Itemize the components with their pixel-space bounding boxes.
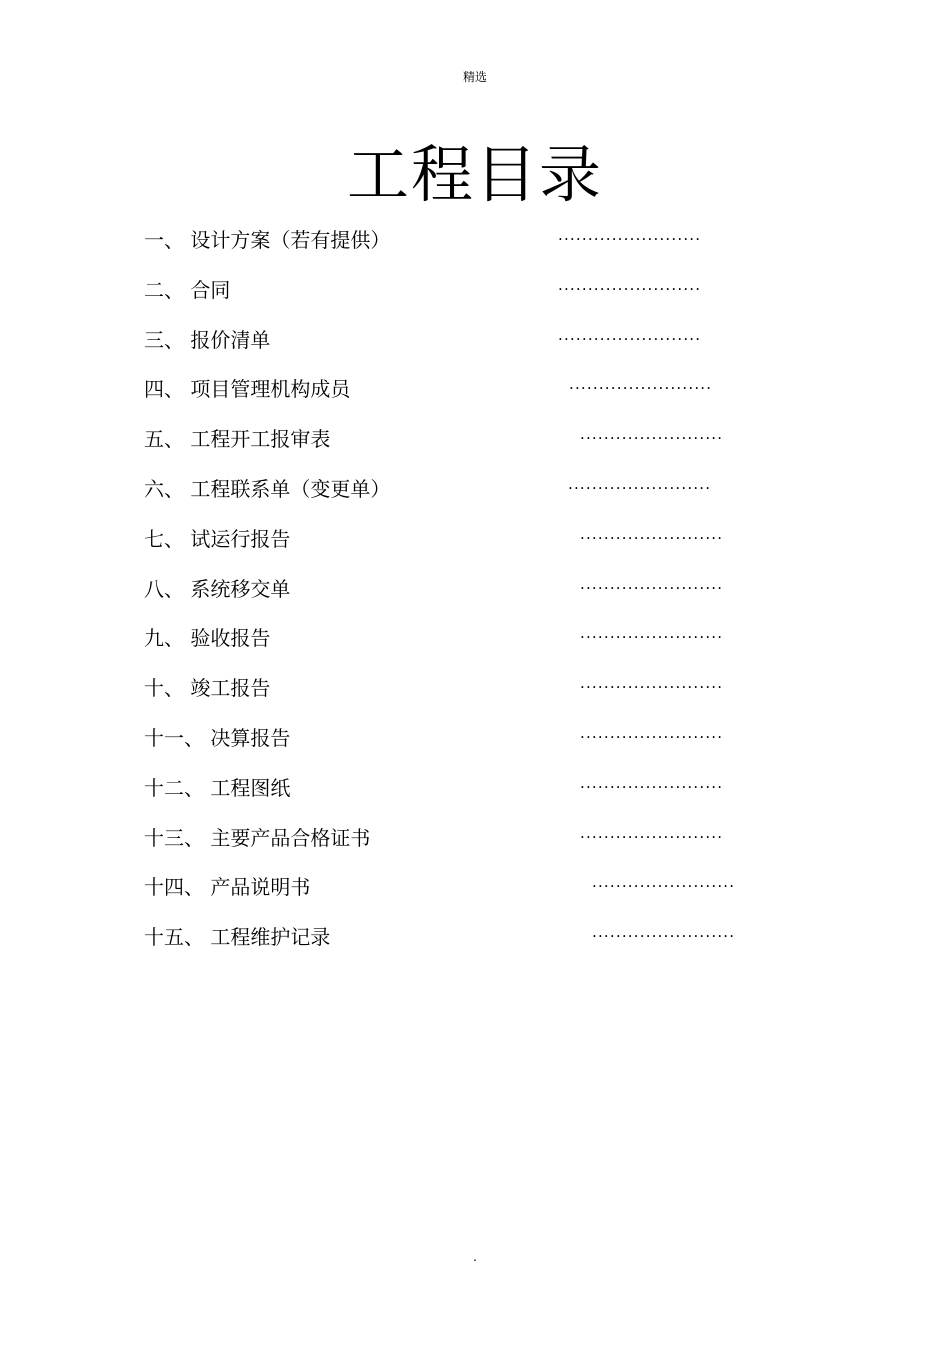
- toc-leader-dots: ........................: [580, 674, 724, 693]
- toc-leader-dots: ........................: [580, 773, 724, 792]
- toc-item: [144, 373, 844, 423]
- toc-item: [144, 722, 844, 772]
- toc-leader-dots: ........................: [558, 325, 702, 344]
- toc-item-label: 二、 合同: [144, 277, 231, 302]
- toc-item-label: 十一、 决算报告: [144, 725, 291, 750]
- toc-item: [144, 523, 844, 573]
- toc-leader-dots: ........................: [568, 474, 712, 493]
- toc-item-label: 十五、 工程维护记录: [144, 925, 331, 950]
- toc-item: [144, 622, 844, 672]
- toc-leader-dots: ........................: [592, 873, 736, 892]
- toc-leader-dots: ........................: [580, 723, 724, 742]
- toc-item-label: 三、 报价清单: [144, 327, 271, 352]
- toc-item: [144, 473, 844, 523]
- toc-leader-dots: ........................: [580, 524, 724, 543]
- toc-leader-dots: ........................: [592, 923, 736, 942]
- toc-item-label: 六、 工程联系单（变更单）: [144, 476, 391, 501]
- toc-item-label: 八、 系统移交单: [144, 576, 291, 601]
- toc-item: [144, 274, 844, 324]
- toc-leader-dots: ........................: [569, 375, 713, 394]
- toc-leader-dots: ........................: [580, 823, 724, 842]
- toc-item-label: 四、 项目管理机构成员: [144, 377, 351, 402]
- toc-item: [144, 871, 844, 921]
- toc-item: [144, 772, 844, 822]
- toc-item-label: 十四、 产品说明书: [144, 875, 311, 900]
- toc-item: [144, 224, 844, 274]
- toc-item: [144, 672, 844, 722]
- toc-item: [144, 573, 844, 623]
- toc-leader-dots: ........................: [580, 425, 724, 444]
- toc-item: [144, 822, 844, 872]
- toc-item: [144, 921, 844, 971]
- document-title: 工程目录: [346, 138, 603, 211]
- toc-item-label: 七、 试运行报告: [144, 526, 291, 551]
- toc-item-label: 九、 验收报告: [144, 626, 271, 651]
- toc-item-label: 十三、 主要产品合格证书: [144, 825, 371, 850]
- table-of-contents: [144, 224, 844, 971]
- toc-leader-dots: ........................: [580, 624, 724, 643]
- toc-item: [144, 423, 844, 473]
- toc-leader-dots: ........................: [558, 226, 702, 244]
- footer-mark: .: [473, 1250, 477, 1264]
- toc-item-label: 十二、 工程图纸: [144, 775, 291, 800]
- toc-item-label: 十、 竣工报告: [144, 676, 271, 701]
- header-note: 精选: [462, 70, 487, 84]
- toc-item: [144, 324, 844, 374]
- toc-leader-dots: ........................: [558, 275, 702, 294]
- toc-item-label: 一、 设计方案（若有提供）: [144, 228, 391, 252]
- toc-item-label: 五、 工程开工报审表: [144, 427, 331, 452]
- toc-leader-dots: ........................: [580, 574, 724, 593]
